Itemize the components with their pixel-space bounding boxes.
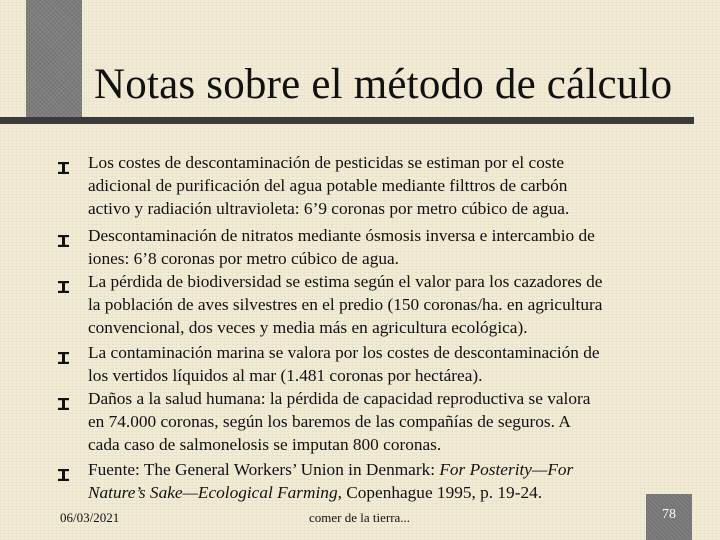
bullet-line: La contaminación marina se valora por los costes de descontaminación de [88, 343, 600, 362]
bullet-line: activo y radiación ultravioleta: 6’9 coronas por metro cúbico de agua. [88, 199, 570, 219]
bullet-line: Descontaminación de nitratos mediante ósmosis inversa e intercambio de [88, 226, 595, 245]
bullet-line: cada caso de salmonelosis se imputan 800 coronas. [88, 435, 442, 455]
title-decoration-square [26, 0, 82, 118]
bullet-line: La pérdida de biodiversidad se estima según el valor para los cazadores de [88, 272, 603, 291]
bullet-icon [58, 276, 69, 288]
bullet-line: Daños a la salud humana: la pérdida de capacidad reproductiva se valora [88, 389, 591, 408]
bullet-icon [58, 464, 69, 476]
bullet-line: iones: 6’8 coronas por metro cúbico de agua. [88, 249, 399, 269]
source-prefix: Fuente: The General Workers’ Union in Denmark: [88, 460, 440, 479]
bullet-line: Los costes de descontaminación de pesticidas se estiman por el coste [88, 153, 565, 172]
bullet-icon [58, 230, 69, 242]
footer-date: 06/03/2021 [60, 510, 120, 525]
page-number-box [646, 494, 692, 540]
bullet-item-nitrates [88, 224, 688, 270]
bullet-item-source [88, 458, 688, 504]
bullet-icon [58, 157, 69, 169]
bullet-line: convencional, dos veces y media más en agricultura ecológica). [88, 318, 528, 338]
bullet-line: la población de aves silvestres en el predio (150 coronas/ha. en agricultura [88, 295, 603, 315]
bullet-item-marine [88, 341, 688, 387]
source-title-part-2: Nature’s Sake—Ecological Farming [88, 483, 338, 503]
bullet-line: los vertidos líquidos al mar (1.481 coronas por hectárea). [88, 366, 483, 386]
bullet-item-pesticides [88, 151, 688, 221]
bullet-line: adicional de purificación del agua potable mediante filttros de carbón [88, 176, 568, 196]
page-number: 78 [662, 507, 676, 522]
bullet-line: en 74.000 coronas, según los baremos de las compañías de seguros. A [88, 412, 571, 432]
slide-title: Notas sobre el método de cálculo [94, 61, 673, 108]
bullet-icon [58, 393, 69, 405]
bullet-item-biodiversity [88, 270, 688, 340]
bullet-item-health [88, 387, 688, 457]
source-title-part-1: For Posterity—For [439, 460, 574, 479]
bullet-icon [58, 347, 69, 359]
source-suffix: , Copenhague 1995, p. 19-24. [337, 483, 543, 503]
footer-center-text: comer de la tierra... [309, 510, 411, 525]
title-divider [0, 117, 694, 124]
